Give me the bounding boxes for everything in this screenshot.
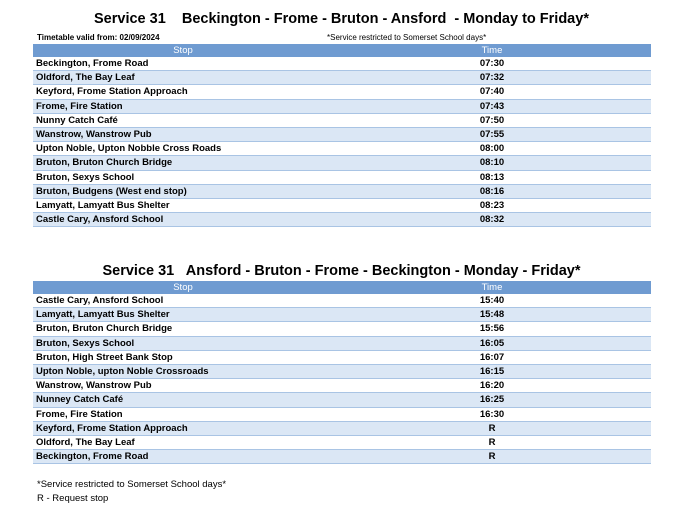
footnote-request-stop: R - Request stop [37, 493, 109, 504]
table-row [33, 294, 651, 308]
stop-cell: Keyford, Frome Station Approach [33, 85, 333, 99]
stop-cell: Upton Noble, upton Noble Crossroads [33, 364, 333, 378]
time-cell: 15:40 [333, 294, 651, 308]
schedule1-table [33, 44, 651, 227]
table-row [33, 393, 651, 407]
time-cell: 08:32 [333, 213, 651, 227]
schedule2-table [33, 281, 651, 464]
stop-cell: Bruton, High Street Bank Stop [33, 350, 333, 364]
stop-cell: Upton Noble, Upton Nobble Cross Roads [33, 142, 333, 156]
table-row [33, 142, 651, 156]
stop-cell: Frome, Fire Station [33, 407, 333, 421]
table-row [33, 407, 651, 421]
stop-cell: Frome, Fire Station [33, 99, 333, 113]
table-row [33, 113, 651, 127]
stop-cell: Bruton, Sexys School [33, 170, 333, 184]
schedule1-restriction-note: *Service restricted to Somerset School days* [327, 33, 487, 42]
stop-cell: Nunney Catch Café [33, 393, 333, 407]
table-row [33, 85, 651, 99]
table-row [33, 156, 651, 170]
stop-cell: Beckington, Frome Road [33, 57, 333, 71]
schedule2-header-row [33, 281, 651, 294]
stop-cell: Lamyatt, Lamyatt Bus Shelter [33, 308, 333, 322]
table-row [33, 364, 651, 378]
time-cell: R [333, 450, 651, 464]
time-cell: 07:50 [333, 113, 651, 127]
stop-cell: Bruton, Bruton Church Bridge [33, 322, 333, 336]
table-row [33, 350, 651, 364]
stop-column-header: Stop [33, 44, 333, 57]
time-cell: R [333, 435, 651, 449]
time-cell: 16:20 [333, 379, 651, 393]
timetable-valid-date: Timetable valid from: 02/09/2024 [37, 33, 160, 42]
stop-cell: Wanstrow, Wanstrow Pub [33, 379, 333, 393]
time-cell: 16:05 [333, 336, 651, 350]
stop-cell: Bruton, Bruton Church Bridge [33, 156, 333, 170]
stop-cell: Bruton, Sexys School [33, 336, 333, 350]
table-row [33, 127, 651, 141]
time-cell: 08:00 [333, 142, 651, 156]
time-column-header: Time [333, 44, 651, 57]
time-cell: 07:43 [333, 99, 651, 113]
time-cell: 08:13 [333, 170, 651, 184]
table-row [33, 57, 651, 71]
stop-cell: Oldford, The Bay Leaf [33, 71, 333, 85]
table-row [33, 450, 651, 464]
time-cell: 07:55 [333, 127, 651, 141]
table-row [33, 71, 651, 85]
time-cell: R [333, 421, 651, 435]
time-cell: 08:23 [333, 198, 651, 212]
table-row [33, 322, 651, 336]
table-row [33, 435, 651, 449]
time-cell: 07:30 [333, 57, 651, 71]
time-cell: 16:07 [333, 350, 651, 364]
table-row [33, 421, 651, 435]
stop-cell: Nunny Catch Café [33, 113, 333, 127]
schedule1-header-row [33, 44, 651, 57]
stop-cell: Beckington, Frome Road [33, 450, 333, 464]
time-cell: 16:30 [333, 407, 651, 421]
stop-column-header: Stop [33, 281, 333, 294]
time-cell: 15:48 [333, 308, 651, 322]
stop-cell: Wanstrow, Wanstrow Pub [33, 127, 333, 141]
table-row [33, 99, 651, 113]
time-cell: 16:25 [333, 393, 651, 407]
stop-cell: Castle Cary, Ansford School [33, 213, 333, 227]
time-cell: 08:10 [333, 156, 651, 170]
time-cell: 16:15 [333, 364, 651, 378]
schedule1-title: Service 31 Beckington - Frome - Bruton - Ansford - Monday to Friday* [94, 11, 589, 27]
table-row [33, 213, 651, 227]
stop-cell: Bruton, Budgens (West end stop) [33, 184, 333, 198]
stop-cell: Castle Cary, Ansford School [33, 294, 333, 308]
table-row [33, 308, 651, 322]
table-row [33, 170, 651, 184]
stop-cell: Lamyatt, Lamyatt Bus Shelter [33, 198, 333, 212]
table-row [33, 198, 651, 212]
time-cell: 15:56 [333, 322, 651, 336]
stop-cell: Oldford, The Bay Leaf [33, 435, 333, 449]
time-cell: 07:32 [333, 71, 651, 85]
schedule2-title: Service 31 Ansford - Bruton - Frome - Beckington - Monday - Friday* [102, 263, 581, 279]
time-column-header: Time [333, 281, 651, 294]
time-cell: 08:16 [333, 184, 651, 198]
stop-cell: Keyford, Frome Station Approach [33, 421, 333, 435]
table-row [33, 184, 651, 198]
time-cell: 07:40 [333, 85, 651, 99]
table-row [33, 379, 651, 393]
footnote-service-restriction: *Service restricted to Somerset School days* [37, 479, 227, 490]
table-row [33, 336, 651, 350]
